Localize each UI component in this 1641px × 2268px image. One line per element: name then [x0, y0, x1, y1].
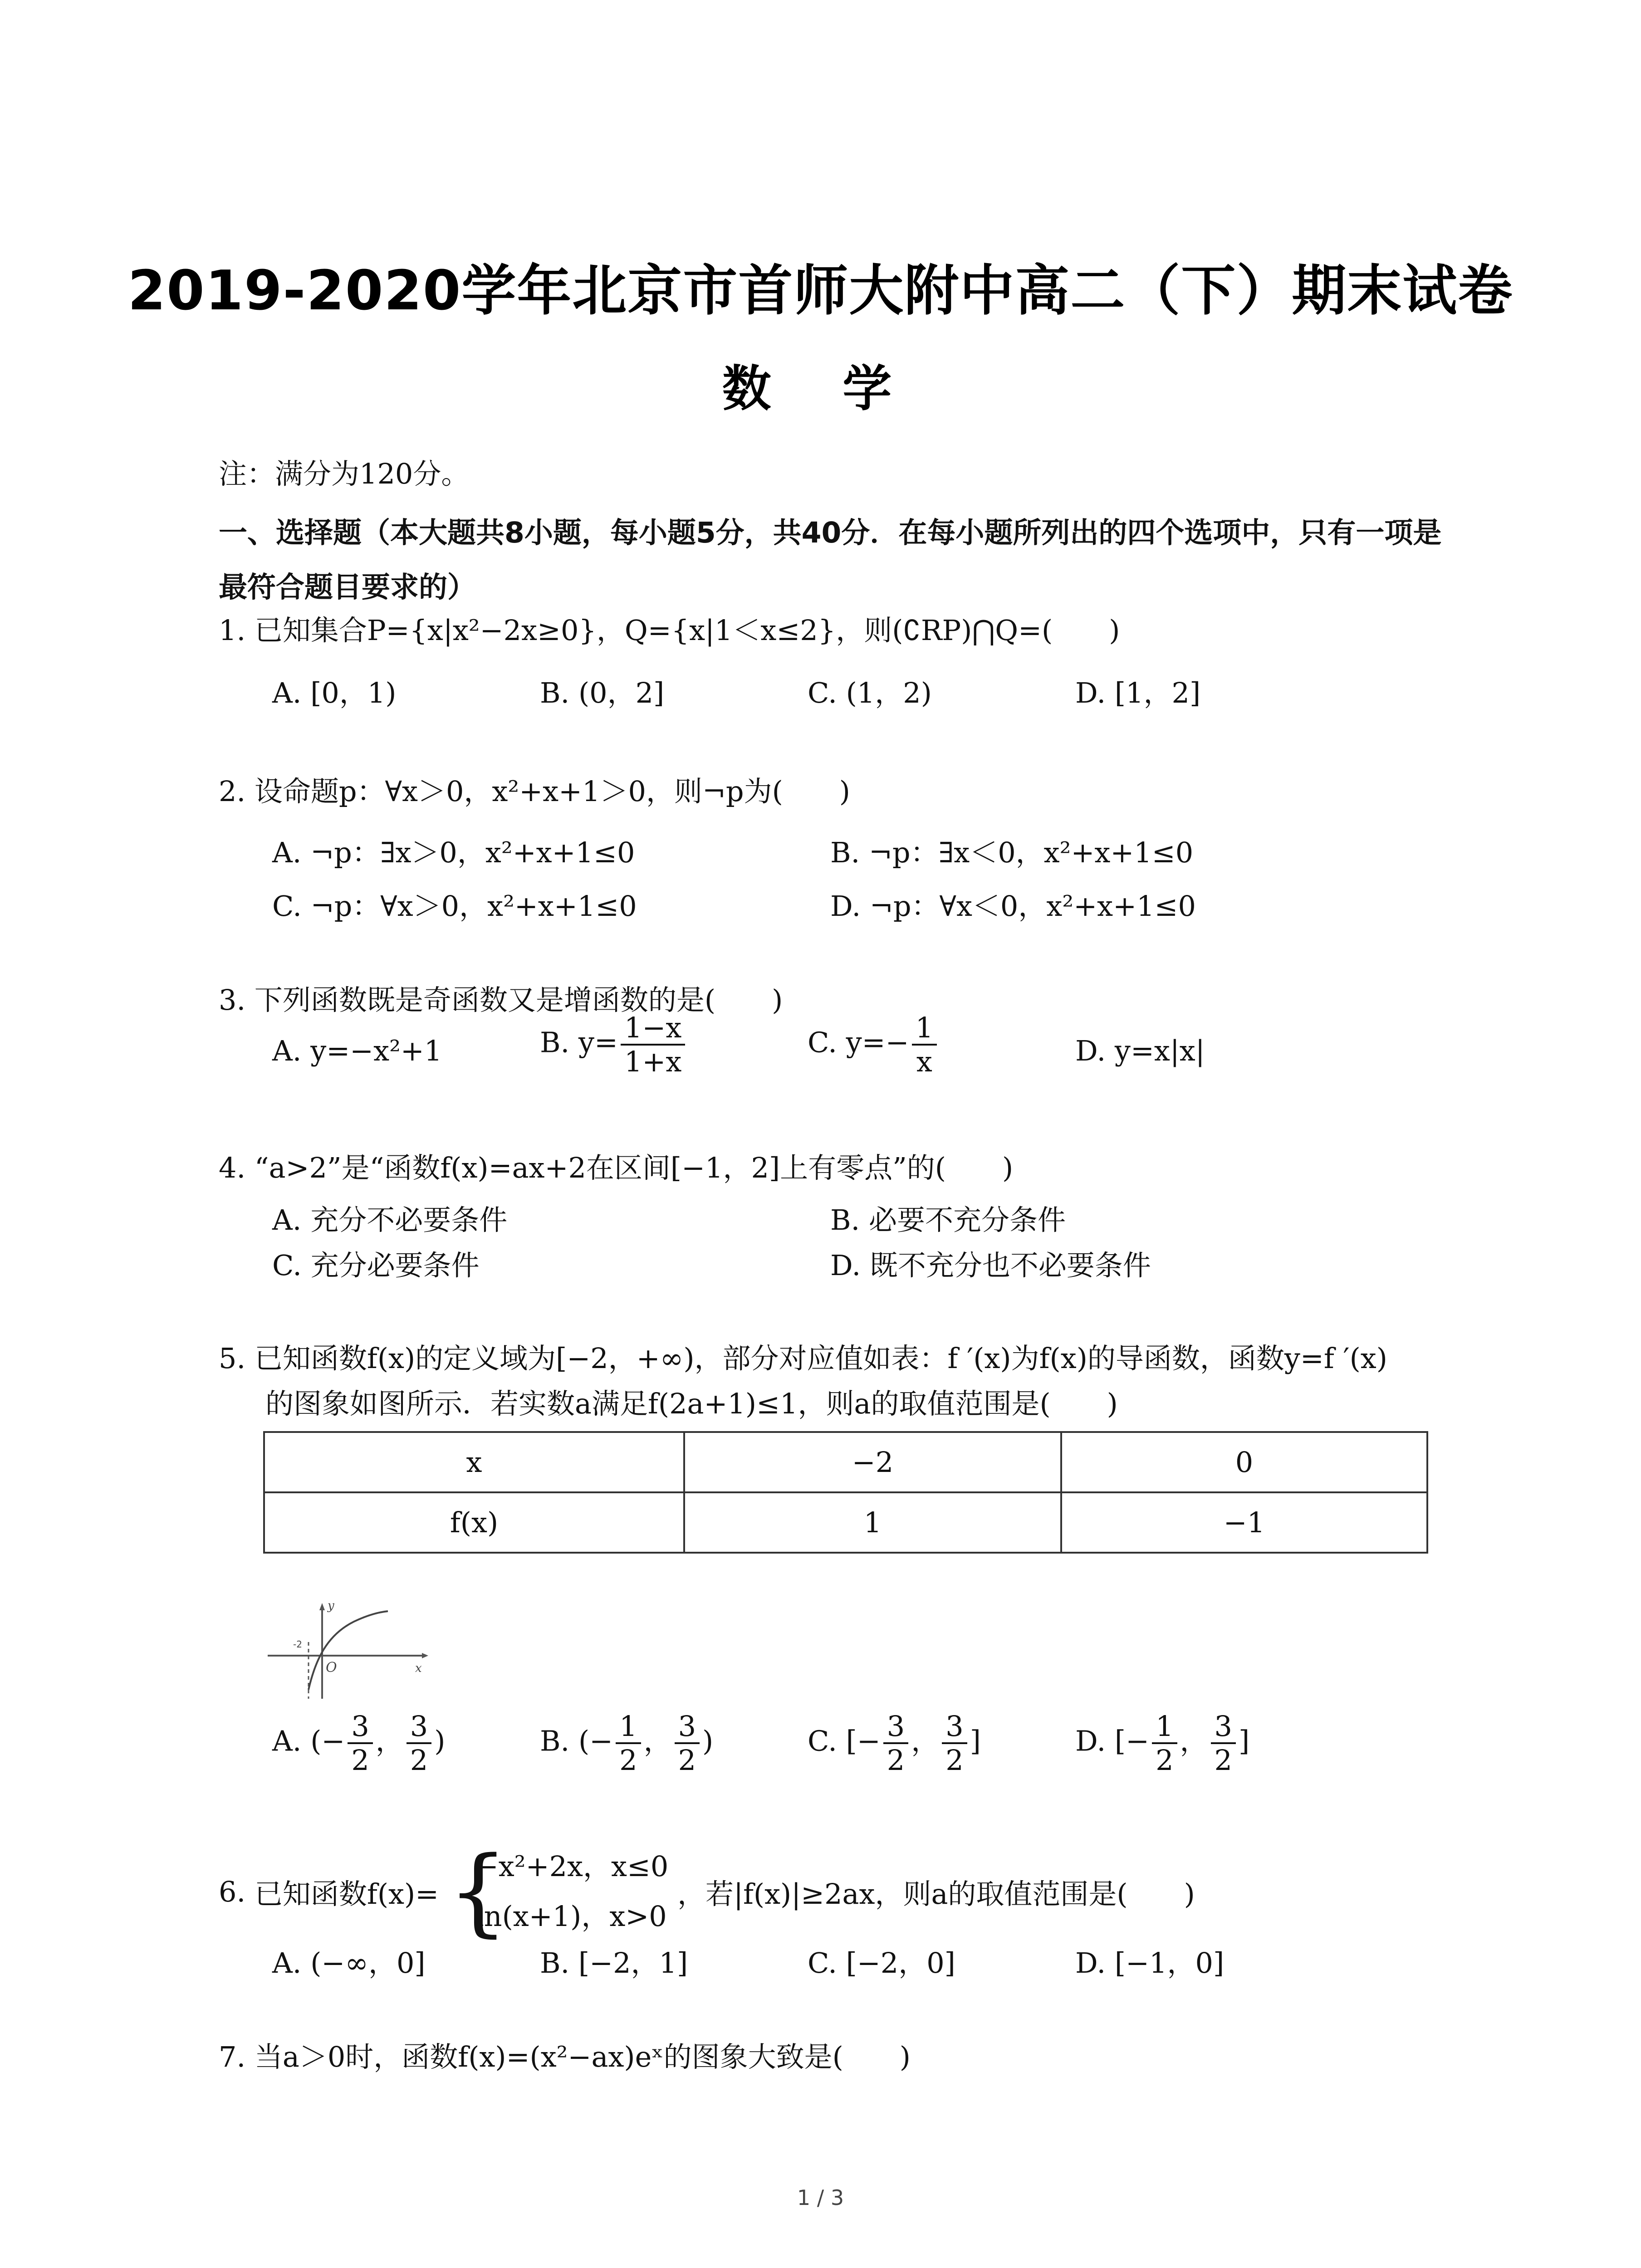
- bracket: ): [434, 1724, 446, 1758]
- fraction-denominator: 2: [410, 1744, 428, 1777]
- question-stem: “a>2”是“函数f(x)=ax+2在区间[−1，2]上有零点”的( ): [254, 1151, 1014, 1184]
- q5-option-c: [808, 1710, 981, 1777]
- q4-option-a: A. 充分不必要条件: [272, 1203, 508, 1237]
- fraction-denominator: 2: [678, 1744, 696, 1777]
- fraction: [621, 1012, 685, 1078]
- q6-option-b: B. [−2，1]: [540, 1946, 688, 1980]
- question-number: 5.: [219, 1342, 246, 1375]
- separator: ，: [375, 1724, 404, 1758]
- fraction-numerator: 3: [407, 1710, 431, 1744]
- question-7: [219, 2032, 1466, 2082]
- question-stem: 下列函数既是奇函数又是增函数的是( ): [254, 983, 783, 1017]
- option-label: B. y=: [540, 1026, 618, 1059]
- page-number: 1 / 3: [797, 2185, 844, 2210]
- question-5-line2: 的图象如图所示．若实数a满足f(2a+1)≤1，则a的取值范围是( ): [265, 1387, 1118, 1420]
- question-number: 2.: [219, 775, 246, 808]
- q6-option-d: D. [−1，0]: [1075, 1946, 1225, 1980]
- fraction-numerator: 3: [942, 1710, 967, 1744]
- fraction-denominator: 2: [619, 1744, 637, 1777]
- neg2-label: -2: [293, 1639, 302, 1650]
- q1-option-b: B. (0，2]: [540, 676, 665, 709]
- question-stem: 当a＞0时，函数f(x)=(x²−ax)eˣ的图象大致是( ): [254, 2040, 911, 2073]
- table-row: [264, 1432, 1427, 1492]
- fraction: [1211, 1710, 1236, 1777]
- question-stem-end: ，若|f(x)|≥2ax，则a的取值范围是( ): [677, 1877, 1195, 1911]
- q2-option-d: D. ¬p：∀x＜0，x²+x+1≤0: [830, 890, 1196, 923]
- fraction-numerator: 3: [883, 1710, 908, 1744]
- q1-option-d: D. [1，2]: [1075, 676, 1201, 709]
- piece-case-2: ln(x+1)，x>0: [475, 1900, 667, 1933]
- option-label: C. y=−: [808, 1026, 909, 1059]
- q3-option-d: D. y=x|x|: [1075, 1034, 1205, 1067]
- score-note: 注：满分为120分。: [219, 457, 470, 490]
- option-label: C. [−: [808, 1724, 881, 1758]
- q1-option-a: A. [0，1): [272, 676, 397, 709]
- derivative-curve: [309, 1611, 388, 1690]
- fraction-numerator: 1: [1152, 1710, 1177, 1744]
- fraction-numerator: 1: [616, 1710, 641, 1744]
- q5-option-d: [1075, 1710, 1249, 1777]
- origin-label: O: [326, 1660, 337, 1676]
- q4-option-d: D. 既不充分也不必要条件: [830, 1249, 1151, 1282]
- brace: {: [447, 1836, 509, 1947]
- fraction-numerator: 1: [912, 1012, 937, 1046]
- x-axis-arrow: [422, 1653, 428, 1658]
- question-number: 7.: [219, 2040, 246, 2073]
- option-label: B. (−: [540, 1724, 613, 1758]
- q2-option-a: A. ¬p：∃x＞0，x²+x+1≤0: [272, 836, 635, 869]
- q4-option-c: C. 充分必要条件: [272, 1249, 480, 1282]
- question-stem: 已知集合P={x|x²−2x≥0}，Q={x|1＜x≤2}，则(∁RP)⋂Q=( ): [254, 614, 1120, 647]
- subject-title: 数 学: [722, 361, 919, 417]
- table-cell: −1: [1061, 1492, 1427, 1553]
- question-6: [219, 1836, 1466, 1947]
- fraction-denominator: 2: [945, 1744, 964, 1777]
- fraction: [616, 1710, 641, 1777]
- fraction: [1152, 1710, 1177, 1777]
- y-axis-label: y: [328, 1599, 334, 1613]
- exam-title: 2019-2020学年北京市首师大附中高二（下）期末试卷: [127, 259, 1514, 323]
- q1-option-c: C. (1，2): [808, 676, 932, 709]
- bracket: ): [702, 1724, 714, 1758]
- question-stem-start: 已知函数f(x)=: [254, 1877, 439, 1911]
- fraction: [348, 1710, 372, 1777]
- section-heading: 一、选择题（本大题共8小题，每小题5分，共40分．在每小题所列出的四个选项中，只有一项是最符合题目要求的）: [219, 516, 1442, 604]
- q5-option-b: [540, 1710, 713, 1777]
- q6-option-c: C. [−2，0]: [808, 1946, 955, 1980]
- question-number: 3.: [219, 983, 246, 1017]
- option-label: D. [−: [1075, 1724, 1150, 1758]
- question-number: 4.: [219, 1151, 246, 1184]
- question-2: [219, 767, 1466, 816]
- q3-option-c: [808, 1012, 940, 1078]
- fraction: [912, 1012, 937, 1078]
- separator: ，: [643, 1724, 672, 1758]
- question-stem-line1: 已知函数f(x)的定义域为[−2，+∞)，部分对应值如表：f ′(x)为f(x)的导函数，函数y=f ′(x): [254, 1342, 1387, 1375]
- q5-option-a: [272, 1710, 445, 1777]
- fraction-numerator: 3: [1211, 1710, 1236, 1744]
- fraction: [675, 1710, 700, 1777]
- question-5: [219, 1334, 1466, 1383]
- fraction: [407, 1710, 431, 1777]
- question-number: 1.: [219, 614, 246, 647]
- table-cell: −2: [684, 1432, 1061, 1492]
- fraction-numerator: 1−x: [621, 1012, 685, 1046]
- derivative-graph: [263, 1597, 431, 1701]
- piecewise-function: [447, 1836, 669, 1947]
- fraction-denominator: 2: [1156, 1744, 1174, 1777]
- fraction-denominator: 2: [1214, 1744, 1232, 1777]
- question-stem: 设命题p：∀x＞0，x²+x+1＞0，则¬p为( ): [254, 775, 850, 808]
- fraction-denominator: 1+x: [624, 1045, 682, 1079]
- fraction: [942, 1710, 967, 1777]
- fraction-denominator: x: [916, 1045, 932, 1079]
- q4-option-b: B. 必要不充分条件: [830, 1203, 1066, 1237]
- fraction-numerator: 3: [675, 1710, 700, 1744]
- y-axis-arrow: [319, 1603, 325, 1610]
- option-label: A. (−: [272, 1724, 345, 1758]
- piece-case-1: −x²+2x，x≤0: [475, 1850, 669, 1883]
- table-row: [264, 1492, 1427, 1553]
- table-cell: x: [264, 1432, 684, 1492]
- table-cell: 1: [684, 1492, 1061, 1553]
- x-axis-label: x: [415, 1662, 422, 1675]
- q2-option-c: C. ¬p：∀x＞0，x²+x+1≤0: [272, 890, 637, 923]
- separator: ，: [911, 1724, 940, 1758]
- fraction-denominator: 2: [351, 1744, 369, 1777]
- separator: ，: [1180, 1724, 1208, 1758]
- question-1: [219, 606, 1466, 655]
- fraction-denominator: 2: [887, 1744, 905, 1777]
- bracket: ]: [1238, 1724, 1250, 1758]
- q3-option-a: A. y=−x²+1: [272, 1034, 442, 1067]
- q3-option-b: [540, 1012, 688, 1078]
- value-table: [263, 1431, 1428, 1554]
- q2-option-b: B. ¬p：∃x＜0，x²+x+1≤0: [830, 836, 1194, 869]
- table-cell: f(x): [264, 1492, 684, 1553]
- q6-option-a: A. (−∞，0]: [272, 1946, 426, 1980]
- fraction-numerator: 3: [348, 1710, 372, 1744]
- bracket: ]: [970, 1724, 981, 1758]
- question-number: 6.: [219, 1875, 246, 1908]
- table-cell: 0: [1061, 1432, 1427, 1492]
- fraction: [883, 1710, 908, 1777]
- question-4: [219, 1143, 1466, 1193]
